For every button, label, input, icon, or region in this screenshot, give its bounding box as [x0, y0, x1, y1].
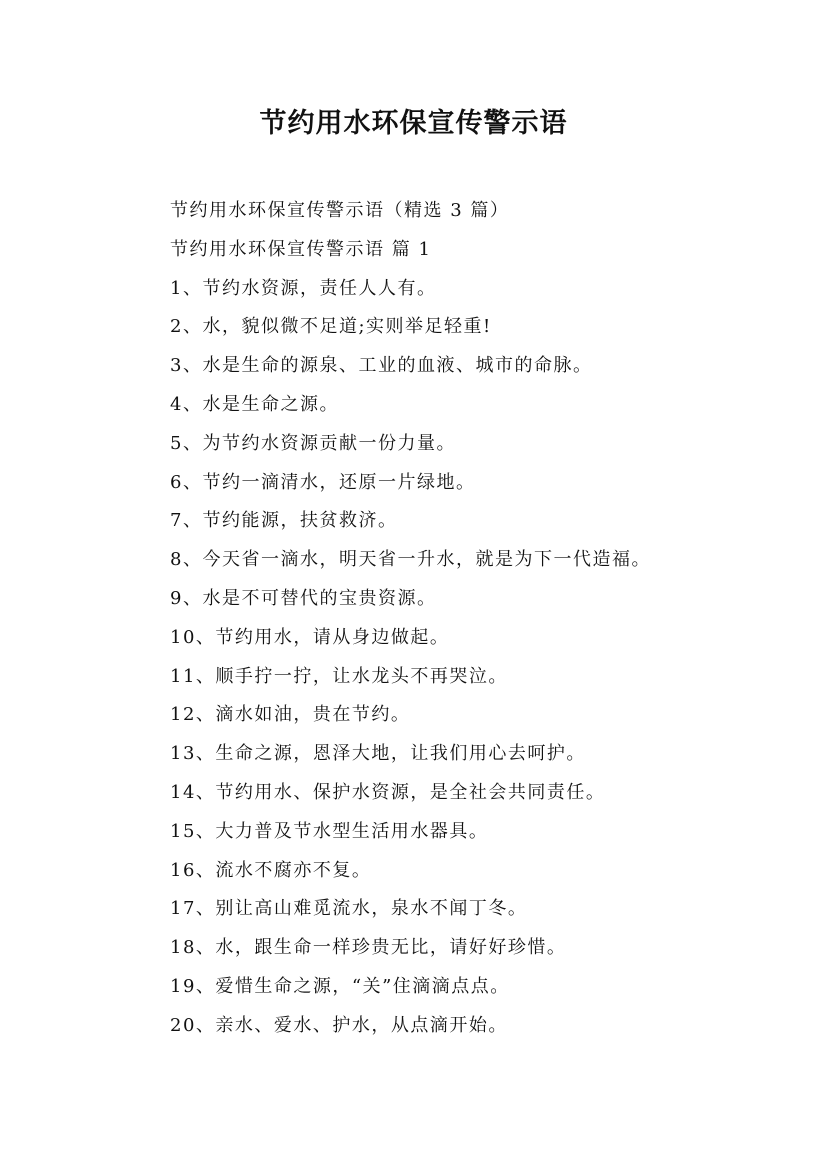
- document-subtitle: 节约用水环保宣传警示语（精选 3 篇）: [170, 200, 510, 221]
- list-item: 13、生命之源，恩泽大地，让我们用心去呵护。: [170, 743, 586, 765]
- page-title: 节约用水环保宣传警示语: [259, 108, 568, 139]
- list-item: 12、滴水如油，贵在节约。: [170, 704, 411, 726]
- list-item: 3、水是生命的源泉、工业的血液、城市的命脉。: [170, 355, 593, 377]
- list-item: 18、水，跟生命一样珍贵无比，请好好珍惜。: [170, 937, 567, 959]
- section-heading: 节约用水环保宣传警示语 篇 1: [170, 238, 432, 260]
- list-item: 17、别让高山难觅流水，泉水不闻丁冬。: [170, 898, 528, 920]
- document-body: [170, 192, 790, 1046]
- list-item: 7、节约能源，扶贫救济。: [170, 510, 398, 532]
- list-item: 16、流水不腐亦不复。: [170, 859, 372, 881]
- list-item: 5、为节约水资源贡献一份力量。: [170, 432, 456, 454]
- list-item: 9、水是不可替代的宝贵资源。: [170, 587, 437, 609]
- list-item: 19、爱惜生命之源，“关”住滴滴点点。: [170, 975, 510, 997]
- list-item: 11、顺手拧一拧，让水龙头不再哭泣。: [170, 665, 508, 687]
- list-item: 1、节约水资源，责任人人有。: [170, 277, 437, 299]
- list-item: 15、大力普及节水型生活用水器具。: [170, 820, 489, 842]
- list-item: 10、节约用水，请从身边做起。: [170, 626, 450, 648]
- list-item: 2、水，貌似微不足道;实则举足轻重!: [170, 316, 492, 338]
- list-item: 14、节约用水、保护水资源，是全社会共同责任。: [170, 781, 606, 803]
- list-item: 6、节约一滴清水，还原一片绿地。: [170, 471, 476, 493]
- list-item: 8、今天省一滴水，明天省一升水，就是为下一代造福。: [170, 549, 651, 571]
- list-item: 20、亲水、爱水、护水，从点滴开始。: [170, 1014, 508, 1036]
- list-item: 4、水是生命之源。: [170, 393, 339, 415]
